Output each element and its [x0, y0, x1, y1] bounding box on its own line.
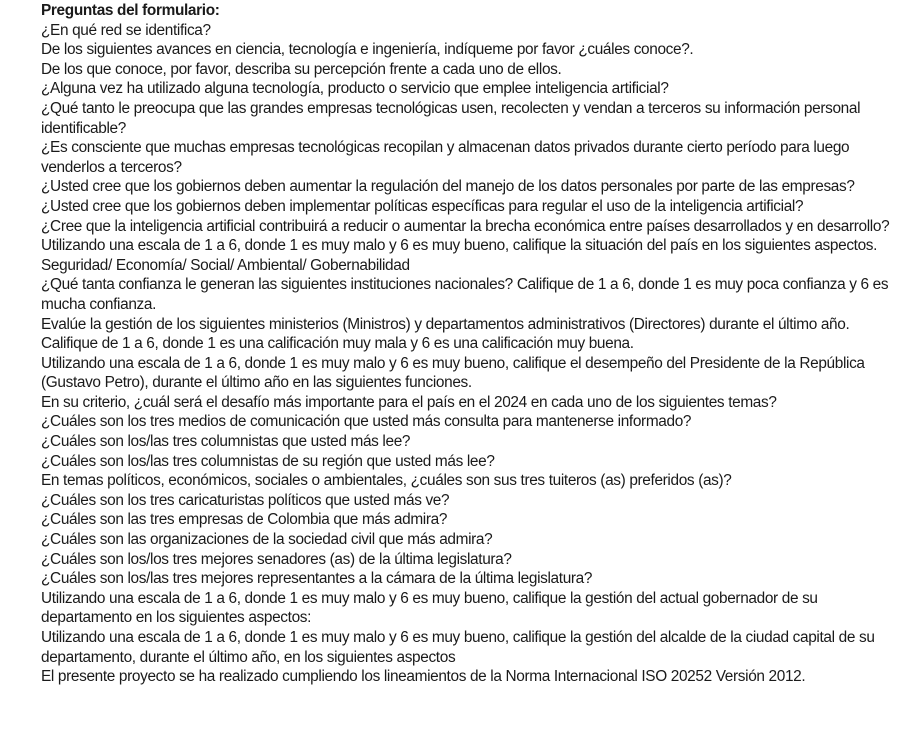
question-10: Utilizando una escala de 1 a 6, donde 1 es muy malo y 6 es muy bueno, califique la situación del país en los siguientes aspectos. Seguridad/ Economía/ Social/ Ambiental/ Gobernabilidad [41, 237, 878, 274]
question-17: ¿Cuáles son los/las tres columnistas de su región que usted más lee? [41, 452, 495, 470]
question-15: ¿Cuáles son los tres medios de comunicación que usted más consulta para mantenerse informado? [41, 413, 692, 431]
question-1: ¿En qué red se identifica? [41, 21, 211, 39]
question-3: De los que conoce, por favor, describa su percepción frente a cada uno de ellos. [41, 60, 562, 78]
question-13: Utilizando una escala de 1 a 6, donde 1 es muy malo y 6 es muy bueno, califique el desempeño del Presidente de la República (Gustavo Petro), durante el último año en las siguientes funciones. [41, 354, 865, 392]
question-20: ¿Cuáles son las tres empresas de Colombia que más admira? [41, 511, 448, 529]
document-body [41, 1, 899, 687]
iso-compliance-note: El presente proyecto se ha realizado cumpliendo los lineamientos de la Norma Internacional ISO 20252 Versión 2012. [41, 668, 806, 686]
question-2: De los siguientes avances en ciencia, tecnología e ingeniería, indíqueme por favor ¿cuáles conoce?. [41, 41, 694, 59]
question-7: ¿Usted cree que los gobiernos deben aumentar la regulación del manejo de los datos personales por parte de las empresas? [41, 178, 855, 196]
question-4: ¿Alguna vez ha utilizado alguna tecnología, producto o servicio que emplee inteligencia artificial? [41, 80, 669, 98]
question-12: Evalúe la gestión de los siguientes ministerios (Ministros) y departamentos administrativos (Directores) durante el último año. Califique de 1 a 6, donde 1 es una calificación muy mala y 6 es una calificación muy buena. [41, 315, 850, 353]
question-24: Utilizando una escala de 1 a 6, donde 1 es muy malo y 6 es muy bueno, califique la gestión del actual gobernador de su departamento en los siguientes aspectos: [41, 589, 818, 627]
question-11: ¿Qué tanta confianza le generan las siguientes instituciones nacionales? Califique de 1 a 6, donde 1 es muy poca confianza y 6 es mucha confianza. [41, 276, 889, 313]
question-25: Utilizando una escala de 1 a 6, donde 1 es muy malo y 6 es muy bueno, califique la gestión del alcalde de la ciudad capital de su departamento, durante el último año, en los siguientes aspectos [41, 629, 875, 666]
question-21: ¿Cuáles son las organizaciones de la sociedad civil que más admira? [41, 531, 493, 549]
form-questions-heading: Preguntas del formulario: [41, 2, 220, 19]
question-16: ¿Cuáles son los/las tres columnistas que usted más lee? [41, 433, 411, 451]
question-14: En su criterio, ¿cuál será el desafío más importante para el país en el 2024 en cada uno de los siguientes temas? [41, 393, 777, 411]
question-19: ¿Cuáles son los tres caricaturistas políticos que usted más ve? [41, 491, 450, 509]
question-8: ¿Usted cree que los gobiernos deben implementar políticas específicas para regular el uso de la inteligencia artificial? [41, 197, 804, 215]
question-9: ¿Cree que la inteligencia artificial contribuirá a reducir o aumentar la brecha económica entre países desarrollados y en desarrollo? [41, 217, 890, 235]
question-6: ¿Es consciente que muchas empresas tecnológicas recopilan y almacenan datos privados durante cierto período para luego venderlos a terceros? [41, 139, 850, 176]
question-23: ¿Cuáles son los/las tres mejores representantes a la cámara de la última legislatura? [41, 570, 593, 588]
question-18: En temas políticos, económicos, sociales o ambientales, ¿cuáles son sus tres tuiteros (as) preferidos (as)? [41, 472, 732, 490]
question-22: ¿Cuáles son los/los tres mejores senadores (as) de la última legislatura? [41, 550, 512, 568]
question-5: ¿Qué tanto le preocupa que las grandes empresas tecnológicas usen, recolecten y vendan a terceros su información personal identificable? [41, 99, 861, 137]
